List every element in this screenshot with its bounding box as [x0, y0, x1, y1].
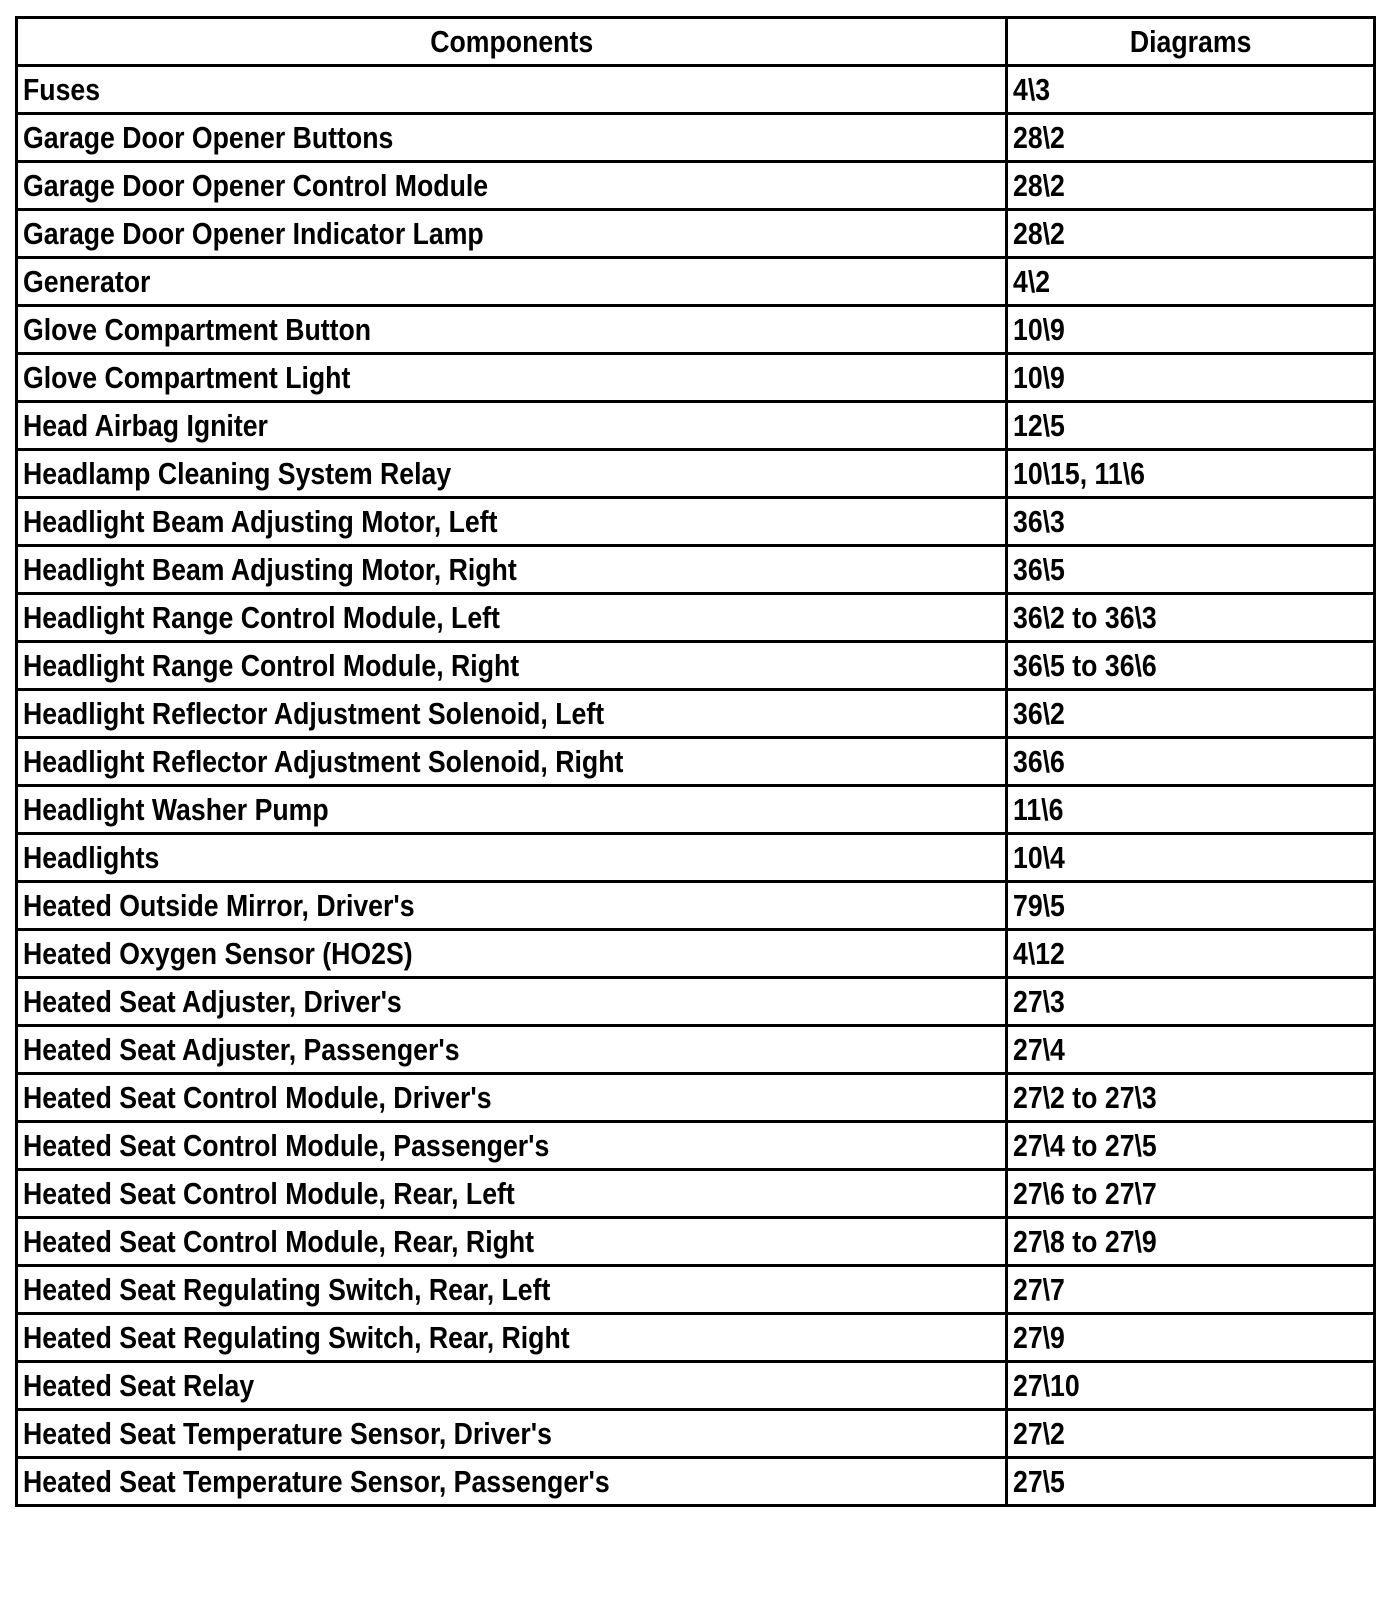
- diagram-reference: 36\3: [1013, 504, 1065, 539]
- component-cell: [17, 882, 1007, 930]
- component-name: Headlight Reflector Adjustment Solenoid, Left: [23, 696, 605, 731]
- diagram-reference: 28\2: [1013, 216, 1065, 251]
- component-cell: [17, 834, 1007, 882]
- table-row: [17, 1362, 1375, 1410]
- diagram-cell: [1007, 114, 1375, 162]
- component-cell: [17, 1362, 1007, 1410]
- diagram-reference: 36\2: [1013, 696, 1065, 731]
- diagram-reference: 12\5: [1013, 408, 1065, 443]
- table-row: [17, 978, 1375, 1026]
- table-row: [17, 882, 1375, 930]
- component-name: Headlight Beam Adjusting Motor, Right: [23, 552, 517, 587]
- component-name: Heated Seat Control Module, Rear, Right: [23, 1224, 535, 1259]
- component-cell: [17, 690, 1007, 738]
- component-cell: [17, 642, 1007, 690]
- diagram-reference: 27\6 to 27\7: [1013, 1176, 1157, 1211]
- diagram-cell: [1007, 1170, 1375, 1218]
- diagram-cell: [1007, 258, 1375, 306]
- diagram-cell: [1007, 690, 1375, 738]
- diagram-cell: [1007, 450, 1375, 498]
- component-name: Heated Seat Regulating Switch, Rear, Right: [23, 1320, 570, 1355]
- component-name: Heated Seat Temperature Sensor, Passenger's: [23, 1464, 610, 1499]
- column-header-diagrams: [1007, 18, 1375, 66]
- component-cell: [17, 66, 1007, 114]
- component-cell: [17, 1170, 1007, 1218]
- component-cell: [17, 1026, 1007, 1074]
- component-name: Heated Seat Adjuster, Passenger's: [23, 1032, 460, 1067]
- diagram-cell: [1007, 930, 1375, 978]
- diagram-cell: [1007, 738, 1375, 786]
- component-name: Garage Door Opener Control Module: [23, 168, 489, 203]
- column-header-components-label: Components: [430, 24, 593, 59]
- diagram-cell: [1007, 1362, 1375, 1410]
- component-name: Headlamp Cleaning System Relay: [23, 456, 452, 491]
- component-cell: [17, 594, 1007, 642]
- component-name: Heated Seat Control Module, Driver's: [23, 1080, 492, 1115]
- diagram-cell: [1007, 786, 1375, 834]
- diagram-reference: 27\3: [1013, 984, 1065, 1019]
- column-header-components: [17, 18, 1007, 66]
- component-cell: [17, 1314, 1007, 1362]
- diagram-reference: 10\15, 11\6: [1013, 456, 1145, 491]
- table-row: [17, 1026, 1375, 1074]
- component-name: Headlight Range Control Module, Right: [23, 648, 520, 683]
- diagram-cell: [1007, 402, 1375, 450]
- diagram-cell: [1007, 1266, 1375, 1314]
- component-name: Head Airbag Igniter: [23, 408, 268, 443]
- diagram-reference: 4\12: [1013, 936, 1065, 971]
- table-row: [17, 354, 1375, 402]
- diagram-reference: 4\3: [1013, 72, 1051, 107]
- diagram-cell: [1007, 978, 1375, 1026]
- component-name: Generator: [23, 264, 151, 299]
- table-row: [17, 114, 1375, 162]
- table-row: [17, 834, 1375, 882]
- diagram-reference: 27\7: [1013, 1272, 1065, 1307]
- table-row: [17, 930, 1375, 978]
- component-cell: [17, 786, 1007, 834]
- table-row: [17, 1458, 1375, 1506]
- component-cell: [17, 114, 1007, 162]
- component-cell: [17, 354, 1007, 402]
- diagram-reference: 27\5: [1013, 1464, 1065, 1499]
- component-cell: [17, 258, 1007, 306]
- diagram-reference: 27\9: [1013, 1320, 1065, 1355]
- table-row: [17, 738, 1375, 786]
- diagram-reference: 36\5 to 36\6: [1013, 648, 1157, 683]
- component-cell: [17, 1074, 1007, 1122]
- diagram-cell: [1007, 354, 1375, 402]
- table-row: [17, 162, 1375, 210]
- component-cell: [17, 978, 1007, 1026]
- table-row: [17, 594, 1375, 642]
- component-cell: [17, 1266, 1007, 1314]
- component-cell: [17, 738, 1007, 786]
- table-row: [17, 786, 1375, 834]
- component-cell: [17, 162, 1007, 210]
- table-row: [17, 498, 1375, 546]
- diagram-reference: 10\4: [1013, 840, 1065, 875]
- component-name: Heated Seat Control Module, Rear, Left: [23, 1176, 515, 1211]
- table-header-row: [17, 18, 1375, 66]
- component-name: Heated Seat Regulating Switch, Rear, Left: [23, 1272, 551, 1307]
- component-name: Heated Seat Control Module, Passenger's: [23, 1128, 550, 1163]
- diagram-cell: [1007, 1458, 1375, 1506]
- diagram-reference: 27\4 to 27\5: [1013, 1128, 1157, 1163]
- diagram-reference: 27\4: [1013, 1032, 1065, 1067]
- diagram-cell: [1007, 210, 1375, 258]
- component-cell: [17, 402, 1007, 450]
- component-name: Headlight Range Control Module, Left: [23, 600, 500, 635]
- component-cell: [17, 498, 1007, 546]
- diagram-reference: 36\2 to 36\3: [1013, 600, 1157, 635]
- table-row: [17, 450, 1375, 498]
- component-name: Headlight Beam Adjusting Motor, Left: [23, 504, 498, 539]
- diagram-reference: 27\2 to 27\3: [1013, 1080, 1157, 1115]
- diagram-reference: 27\2: [1013, 1416, 1065, 1451]
- table-row: [17, 1074, 1375, 1122]
- table-row: [17, 1314, 1375, 1362]
- diagram-cell: [1007, 1074, 1375, 1122]
- diagram-reference: 11\6: [1013, 792, 1064, 827]
- table-row: [17, 1266, 1375, 1314]
- component-name: Glove Compartment Button: [23, 312, 372, 347]
- component-name: Heated Seat Temperature Sensor, Driver's: [23, 1416, 552, 1451]
- component-cell: [17, 210, 1007, 258]
- component-name: Headlight Reflector Adjustment Solenoid, Right: [23, 744, 624, 779]
- component-cell: [17, 1218, 1007, 1266]
- components-diagram-index-table: [15, 16, 1376, 1507]
- table-row: [17, 402, 1375, 450]
- diagram-reference: 27\10: [1013, 1368, 1080, 1403]
- component-name: Garage Door Opener Buttons: [23, 120, 394, 155]
- diagram-reference: 36\5: [1013, 552, 1065, 587]
- component-cell: [17, 930, 1007, 978]
- diagram-reference: 36\6: [1013, 744, 1065, 779]
- diagram-cell: [1007, 834, 1375, 882]
- diagram-cell: [1007, 1314, 1375, 1362]
- component-cell: [17, 306, 1007, 354]
- component-cell: [17, 1410, 1007, 1458]
- table-row: [17, 1218, 1375, 1266]
- component-name: Heated Oxygen Sensor (HO2S): [23, 936, 413, 971]
- column-header-diagrams-label: Diagrams: [1129, 24, 1252, 59]
- diagram-reference: 10\9: [1013, 312, 1065, 347]
- diagram-cell: [1007, 498, 1375, 546]
- table-row: [17, 210, 1375, 258]
- diagram-cell: [1007, 1122, 1375, 1170]
- diagram-cell: [1007, 162, 1375, 210]
- table-row: [17, 546, 1375, 594]
- component-name: Heated Outside Mirror, Driver's: [23, 888, 415, 923]
- diagram-cell: [1007, 594, 1375, 642]
- table-row: [17, 306, 1375, 354]
- table-body: [17, 66, 1375, 1506]
- diagram-cell: [1007, 1410, 1375, 1458]
- diagram-reference: 28\2: [1013, 168, 1065, 203]
- component-name: Glove Compartment Light: [23, 360, 351, 395]
- component-cell: [17, 1458, 1007, 1506]
- table-row: [17, 258, 1375, 306]
- component-name: Heated Seat Adjuster, Driver's: [23, 984, 402, 1019]
- table-row: [17, 1122, 1375, 1170]
- diagram-cell: [1007, 66, 1375, 114]
- component-name: Fuses: [23, 72, 101, 107]
- component-name: Headlight Washer Pump: [23, 792, 329, 827]
- diagram-cell: [1007, 642, 1375, 690]
- table-row: [17, 1410, 1375, 1458]
- diagram-cell: [1007, 306, 1375, 354]
- table-row: [17, 66, 1375, 114]
- diagram-reference: 4\2: [1013, 264, 1051, 299]
- component-cell: [17, 546, 1007, 594]
- table-row: [17, 1170, 1375, 1218]
- table-row: [17, 642, 1375, 690]
- diagram-reference: 79\5: [1013, 888, 1065, 923]
- component-name: Garage Door Opener Indicator Lamp: [23, 216, 484, 251]
- diagram-cell: [1007, 546, 1375, 594]
- component-name: Heated Seat Relay: [23, 1368, 255, 1403]
- diagram-reference: 28\2: [1013, 120, 1065, 155]
- diagram-cell: [1007, 1026, 1375, 1074]
- component-cell: [17, 1122, 1007, 1170]
- component-name: Headlights: [23, 840, 160, 875]
- diagram-cell: [1007, 1218, 1375, 1266]
- diagram-cell: [1007, 882, 1375, 930]
- diagram-reference: 27\8 to 27\9: [1013, 1224, 1157, 1259]
- diagram-reference: 10\9: [1013, 360, 1065, 395]
- component-cell: [17, 450, 1007, 498]
- table-row: [17, 690, 1375, 738]
